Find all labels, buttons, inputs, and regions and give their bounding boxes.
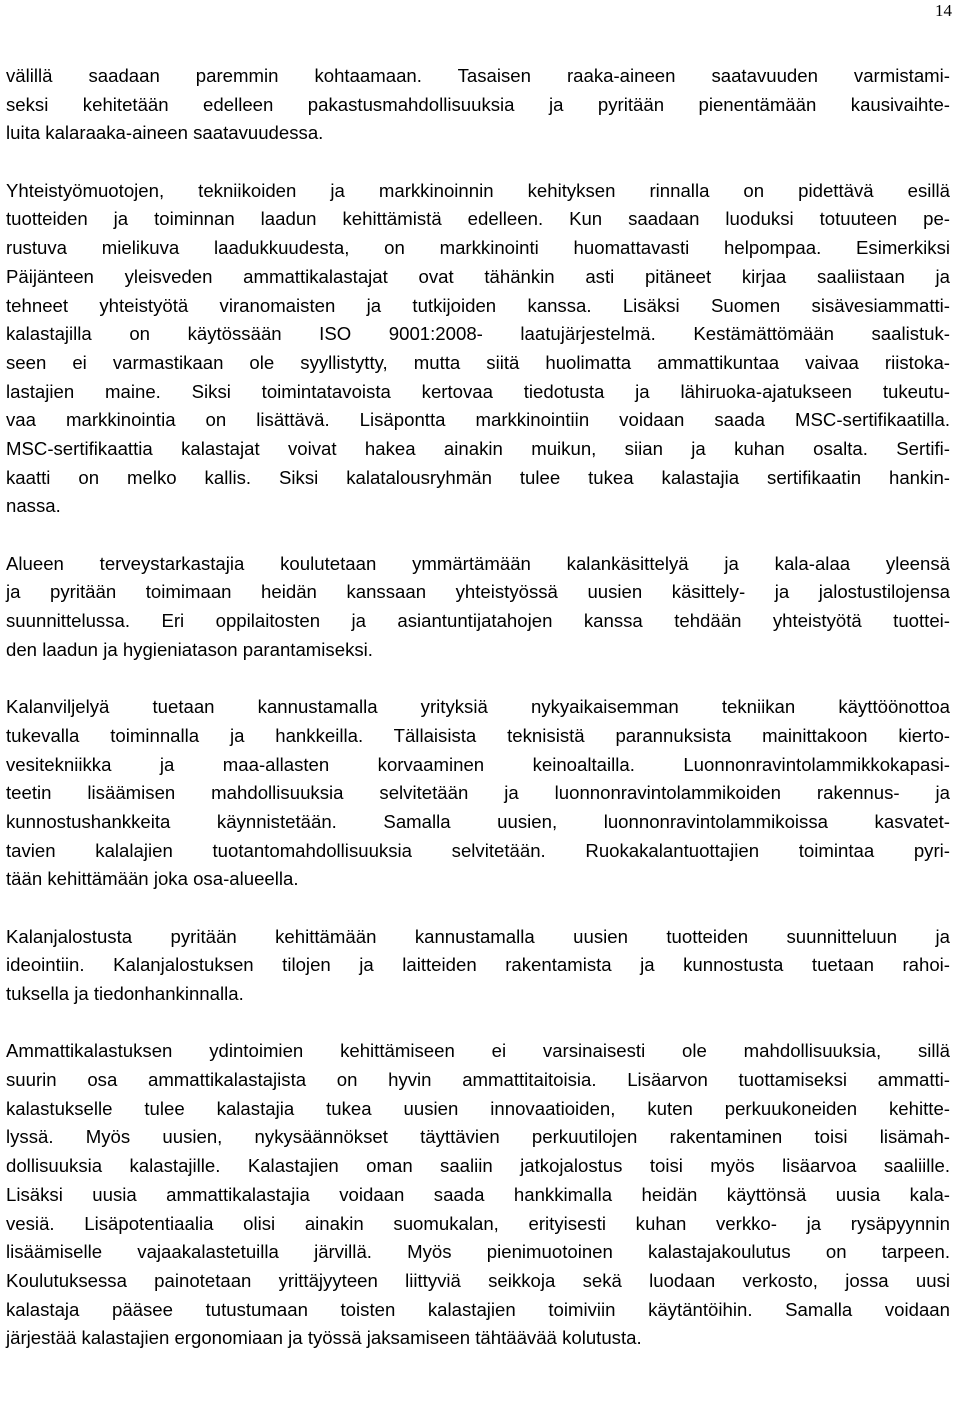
page-number: 14 <box>935 1 952 20</box>
text-line: den laadun ja hygieniatason parantamiseksi. <box>6 638 373 660</box>
text-line: kalastukselle tulee kalastajia tukea uusien innovaatioiden, kuten perkuukoneiden kehitte- <box>6 1097 950 1119</box>
text-line: kalastaja pääsee tutustumaan toisten kalastajien toimiviin käytäntöihin. Samalla voidaan <box>6 1298 950 1320</box>
text-line: tukevalla toiminnalla ja hankkeilla. Tällaisista teknisistä parannuksista mainittakoon kierto- <box>6 724 950 746</box>
text-line: suurin osa ammattikalastajista on hyvin ammattitaitoisia. Lisäarvon tuottamiseksi ammatti- <box>6 1069 950 1091</box>
text-line: välillä saadaan paremmin kohtaamaan. Tasaisen raaka-aineen saatavuuden varmistami- <box>6 65 950 86</box>
text-line: Yhteistyömuotojen, tekniikoiden ja markkinoinnin kehityksen rinnalla on pidettävä esillä <box>6 179 950 201</box>
text-line: Lisäksi uusia ammattikalastajia voidaan saada hankkimalla heidän käyttönsä uusia kala- <box>6 1183 950 1205</box>
text-line: MSC-sertifikaattia kalastajat voivat hakea ainakin muikun, siian ja kuhan osalta. Sertifi- <box>6 437 950 459</box>
text-line: lastajien maine. Siksi toimintatavoista kertovaa tiedotusta ja lähiruoka-ajatukseen tukeutu- <box>6 380 950 402</box>
paragraph <box>6 923 950 1009</box>
text-line: tavien kalalajien tuotantomahdollisuuksia selvitetään. Ruokakalantuottajien toimintaa pyri- <box>6 839 950 861</box>
text-line: kaatti on melko kallis. Siksi kalatalousryhmän tulee tukea kalastajia sertifikaatin hankin- <box>6 466 950 488</box>
paragraph <box>6 693 950 894</box>
text-line: dollisuuksia kalastajille. Kalastajien oman saaliin jatkojalostus toisi myös lisäarvoa saaliille. <box>6 1155 950 1177</box>
text-line: tuotteiden ja toiminnan laadun kehittämistä edelleen. Kun saadaan luoduksi totuuteen pe- <box>6 208 950 230</box>
text-line: seksi kehitetään edelleen pakastusmahdollisuuksia ja pyritään pienentämään kausivaihte- <box>6 93 950 115</box>
text-line: kalastajilla on käytössään ISO 9001:2008- laatujärjestelmä. Kestämättömään saalistuk- <box>6 323 950 345</box>
paragraph <box>6 62 950 148</box>
text-line: tään kehittämään joka osa-alueella. <box>6 868 299 890</box>
text-line: Alueen terveystarkastajia koulutetaan ymmärtämään kalankäsittelyä ja kala-alaa yleensä <box>6 552 950 574</box>
text-line: lyssä. Myös uusien, nykysäännökset täyttävien perkuutilojen rakentaminen toisi lisämah- <box>6 1126 950 1148</box>
paragraph <box>6 1037 950 1353</box>
text-line: Päijänteen yleisveden ammattikalastajat ovat tähänkin asti pitäneet kirjaa saaliistaan ja <box>6 265 950 287</box>
text-line: järjestää kalastajien ergonomiaan ja työssä jaksamiseen tähtäävää kolutusta. <box>6 1327 642 1349</box>
text-line: nassa. <box>6 495 61 517</box>
text-line: kunnostushankkeita käynnistetään. Samalla uusien, luonnonravintolammikoissa kasvatet- <box>6 810 950 832</box>
text-line: suunnittelussa. Eri oppilaitosten ja asiantuntijatahojen kanssa tehdään yhteistyötä tuottei- <box>6 610 950 632</box>
text-line: lisäämiselle vajaakalastetuilla järvillä. Myös pienimuotoinen kalastajakoulutus on tarpeen. <box>6 1241 950 1263</box>
paragraph <box>6 550 950 665</box>
text-line: rustuva mielikuva laadukkuudesta, on markkinointi huomattavasti helpompaa. Esimerkiksi <box>6 237 950 259</box>
text-line: ja pyritään toimimaan heidän kanssaan yhteistyössä uusien käsittely- ja jalostustilojensa <box>6 581 950 603</box>
document-body <box>6 62 950 1353</box>
text-line: Kalanjalostusta pyritään kehittämään kannustamalla uusien tuotteiden suunnitteluun ja <box>6 925 950 947</box>
text-line: vesiä. Lisäpotentiaalia olisi ainakin suomukalan, erityisesti kuhan verkko- ja rysäpyynnin <box>6 1212 950 1234</box>
text-line: Koulutuksessa painotetaan yrittäjyyteen liittyviä seikkoja sekä luodaan verkosto, jossa uusi <box>6 1269 950 1291</box>
text-line: luita kalaraaka-aineen saatavuudessa. <box>6 122 324 144</box>
text-line: tehneet yhteistyötä viranomaisten ja tutkijoiden kanssa. Lisäksi Suomen sisävesiammatti- <box>6 294 950 316</box>
text-line: vesitekniikka ja maa-allasten korvaaminen keinoaltailla. Luonnonravintolammikkokapasi- <box>6 753 950 775</box>
text-line: tuksella ja tiedonhankinnalla. <box>6 983 244 1004</box>
paragraph <box>6 177 950 521</box>
text-line: vaa markkinointia on lisättävä. Lisäpontta markkinointiin voidaan saada MSC-sertifikaatilla. <box>6 409 950 431</box>
text-line: Kalanviljelyä tuetaan kannustamalla yrityksiä nykyaikaisemman tekniikan käyttöönottoa <box>6 696 950 718</box>
text-line: Ammattikalastuksen ydintoimien kehittämiseen ei varsinaisesti ole mahdollisuuksia, sillä <box>6 1040 950 1062</box>
text-line: teetin lisäämisen mahdollisuuksia selvitetään ja luonnonravintolammikoiden rakennus- ja <box>6 782 950 804</box>
text-line: ideointiin. Kalanjalostuksen tilojen ja laitteiden rakentamista ja kunnostusta tuetaan rahoi- <box>6 954 950 976</box>
text-line: seen ei varmastikaan ole syyllistytty, mutta siitä huolimatta ammattikuntaa vaivaa riistoka- <box>6 351 950 373</box>
